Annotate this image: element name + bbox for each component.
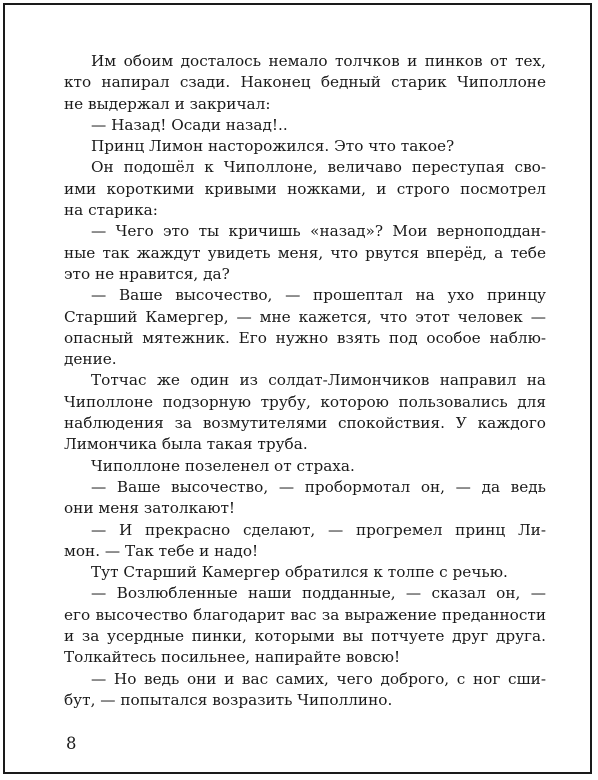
page-number: 8 xyxy=(66,734,77,753)
paragraph xyxy=(64,157,546,221)
text-line: — Ваше высочество, — пробормотал он, — да ведь xyxy=(91,477,546,496)
text-line: Им обоим досталось немало толчков и пинков от тех, xyxy=(91,52,546,70)
text-line: — Ваше высочество, — прошептал на ухо принцу xyxy=(91,286,546,305)
text-line: Лимончика была такая труба. xyxy=(64,435,308,454)
text-line: бут, — попытался возразить Чиполлино. xyxy=(64,690,393,709)
text-line: Толкайтесь посильнее, напирайте вовсю! xyxy=(64,648,401,667)
text-line: Принц Лимон насторожился. Это что такое? xyxy=(91,137,455,156)
text-line: и за усердные пинки, которыми вы потчуете друг друга. xyxy=(64,627,546,646)
text-line: на старика: xyxy=(64,201,158,220)
paragraph xyxy=(64,115,546,136)
paragraph xyxy=(64,285,546,370)
text-line: ими короткими кривыми ножками, и строго посмотрел xyxy=(64,179,546,198)
text-line: — Назад! Осади назад!.. xyxy=(91,115,288,134)
text-line: — Возлюбленные наши подданные, — сказал он, — xyxy=(91,584,546,603)
text-line: ные так жаждут увидеть меня, что рвутся вперёд, а тебе xyxy=(64,243,546,262)
text-line: они меня затолкают! xyxy=(64,499,236,518)
text-line: — Но ведь они и вас самих, чего доброго, с ног сши- xyxy=(91,669,546,688)
text-line: мон. — Так тебе и надо! xyxy=(64,541,259,560)
text-line: его высочество благодарит вас за выражение преданности xyxy=(64,605,546,624)
text-line: кто напирал сзади. Наконец бедный старик Чиполлоне xyxy=(64,73,546,92)
paragraph xyxy=(64,136,546,157)
paragraph xyxy=(64,477,546,520)
paragraph xyxy=(64,562,546,583)
text-line: дение. xyxy=(64,350,117,369)
text-line: Чиполлоне позеленел от страха. xyxy=(91,456,355,475)
paragraph xyxy=(64,520,546,563)
text-line: Тотчас же один из солдат-Лимончиков направил на xyxy=(91,371,546,390)
paragraph xyxy=(64,583,546,668)
text-line: не выдержал и закричал: xyxy=(64,94,271,113)
book-text xyxy=(64,51,546,711)
text-line: Старший Камергер, — мне кажется, что этот человек — xyxy=(64,307,546,326)
text-line: Чиполлоне подзорную трубу, которою пользовались для xyxy=(64,392,546,411)
text-line: — И прекрасно сделают, — прогремел принц Ли- xyxy=(91,520,546,539)
text-line: — Чего это ты кричишь «назад»? Мои верноподдан- xyxy=(91,222,546,241)
paragraph xyxy=(64,456,546,477)
text-line: опасный мятежник. Его нужно взять под особое наблю- xyxy=(64,328,546,347)
paragraph xyxy=(64,370,546,455)
text-line: это не нравится, да? xyxy=(64,264,230,283)
paragraph xyxy=(64,669,546,712)
paragraph xyxy=(64,221,546,285)
text-line: Он подошёл к Чиполлоне, величаво переступая сво- xyxy=(91,158,546,177)
text-line: Тут Старший Камергер обратился к толпе с речью. xyxy=(91,563,508,582)
text-line: наблюдения за возмутителями спокойствия. У каждого xyxy=(64,414,546,433)
paragraph xyxy=(64,51,546,115)
